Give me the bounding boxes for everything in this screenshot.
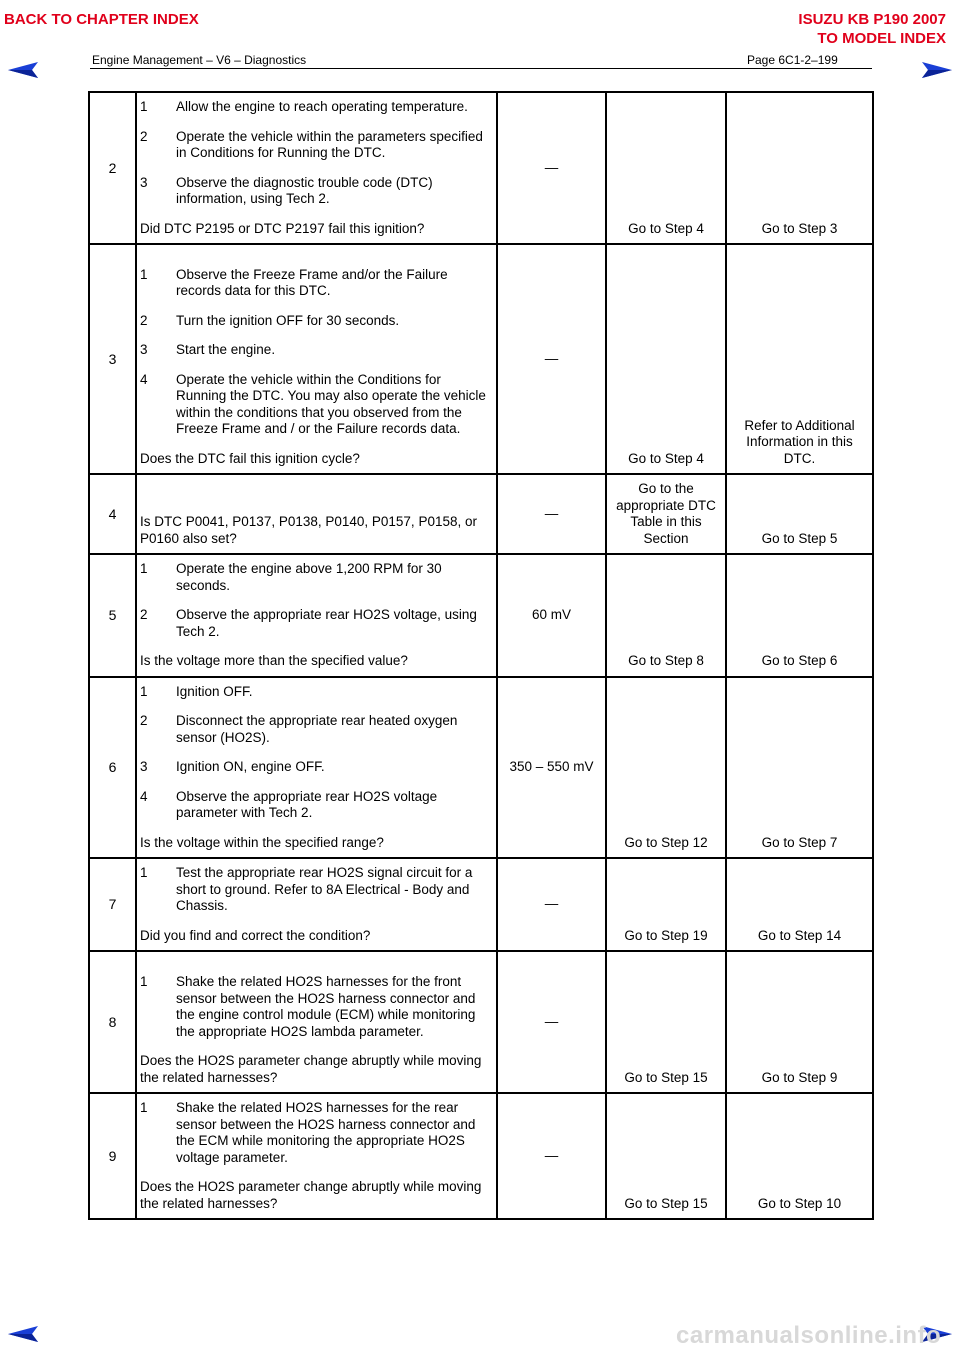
step-number: 5 bbox=[89, 554, 136, 677]
action-item-number: 3 bbox=[140, 174, 148, 190]
step-question: Is the voltage within the specified range? bbox=[140, 834, 384, 850]
action-cell bbox=[136, 244, 497, 474]
action-item-number: 4 bbox=[140, 371, 148, 387]
previous-page-arrow-icon[interactable] bbox=[6, 60, 40, 80]
next-page-arrow-icon[interactable] bbox=[920, 60, 954, 80]
yes-action-cell: Go to Step 15 bbox=[606, 1093, 726, 1219]
action-item-text: Ignition OFF. bbox=[176, 683, 253, 699]
step-question: Did DTC P2195 or DTC P2197 fail this ignition? bbox=[140, 220, 425, 236]
step-question: Is the voltage more than the specified value? bbox=[140, 653, 408, 668]
value-cell: — bbox=[497, 858, 606, 951]
value-cell: 60 mV bbox=[497, 554, 606, 677]
action-item bbox=[140, 974, 493, 1040]
action-item-number: 1 bbox=[140, 561, 148, 576]
action-item bbox=[140, 129, 493, 162]
no-action-cell: Go to Step 9 bbox=[726, 951, 873, 1093]
action-cell bbox=[136, 951, 497, 1093]
action-item-number: 1 bbox=[140, 1100, 148, 1115]
action-item-number: 1 bbox=[140, 266, 148, 282]
header-left-title: Engine Management – V6 – Diagnostics bbox=[92, 53, 307, 67]
action-item bbox=[140, 1100, 493, 1166]
action-item bbox=[140, 561, 493, 594]
step-number: 2 bbox=[89, 92, 136, 244]
no-action-cell: Go to Step 3 bbox=[726, 92, 873, 244]
model-title-link[interactable]: ISUZU KB P190 2007 bbox=[798, 11, 946, 28]
yes-action-cell: Go to Step 12 bbox=[606, 677, 726, 859]
action-item-text: Observe the Freeze Frame and/or the Failure records data for this DTC. bbox=[176, 266, 448, 298]
value-cell: — bbox=[497, 244, 606, 474]
action-item bbox=[140, 713, 493, 746]
action-cell bbox=[136, 474, 497, 554]
step-number: 7 bbox=[89, 858, 136, 951]
action-cell bbox=[136, 1093, 497, 1219]
yes-action-cell: Go to Step 4 bbox=[606, 92, 726, 244]
step-number: 8 bbox=[89, 951, 136, 1093]
action-item-text: Shake the related HO2S harnesses for the rear sensor between the HO2S harness connector and the ECM while monitoring the appropriate HO2S voltage parameter. bbox=[176, 1100, 476, 1165]
action-cell bbox=[136, 858, 497, 951]
value-cell: — bbox=[497, 474, 606, 554]
action-item-number: 2 bbox=[140, 713, 148, 728]
value-cell: — bbox=[497, 92, 606, 244]
action-item-number: 1 bbox=[140, 865, 148, 880]
action-item-number: 2 bbox=[140, 607, 148, 622]
table-row bbox=[89, 92, 873, 244]
action-item-number: 3 bbox=[140, 342, 148, 357]
step-number: 9 bbox=[89, 1093, 136, 1219]
value-cell: — bbox=[497, 1093, 606, 1219]
table-row bbox=[89, 474, 873, 554]
action-item bbox=[140, 175, 493, 208]
action-item-text: Operate the vehicle within the Conditions for Running the DTC. You may also operate the vehicle within the conditions that you observed from the Freeze Frame and / or the Failure records data. bbox=[176, 371, 486, 436]
back-to-chapter-index-link[interactable]: BACK TO CHAPTER INDEX bbox=[4, 11, 199, 28]
step-question: Did you find and correct the condition? bbox=[140, 927, 371, 943]
action-item bbox=[140, 313, 493, 330]
action-item-number: 4 bbox=[140, 788, 148, 804]
action-item bbox=[140, 684, 493, 701]
step-question: Does the HO2S parameter change abruptly while moving the related harnesses? bbox=[140, 1179, 482, 1211]
action-item-number: 2 bbox=[140, 312, 148, 328]
header-rule bbox=[90, 68, 872, 69]
action-item-text: Observe the appropriate rear HO2S voltage, using Tech 2. bbox=[176, 607, 477, 639]
action-item bbox=[140, 99, 493, 116]
action-item-number: 1 bbox=[140, 683, 148, 699]
table-row bbox=[89, 858, 873, 951]
action-item-number: 1 bbox=[140, 974, 148, 989]
no-action-cell: Go to Step 14 bbox=[726, 858, 873, 951]
step-number: 3 bbox=[89, 244, 136, 474]
action-item-text: Disconnect the appropriate rear heated oxygen sensor (HO2S). bbox=[176, 713, 458, 745]
yes-action-cell: Go to Step 8 bbox=[606, 554, 726, 677]
no-action-cell: Refer to Additional Information in this DTC. bbox=[726, 244, 873, 474]
action-item-text: Turn the ignition OFF for 30 seconds. bbox=[176, 312, 400, 328]
action-item-text: Operate the engine above 1,200 RPM for 30 seconds. bbox=[176, 561, 442, 593]
step-number: 4 bbox=[89, 474, 136, 554]
to-model-index-link[interactable]: TO MODEL INDEX bbox=[817, 30, 946, 47]
action-item bbox=[140, 342, 493, 359]
action-item bbox=[140, 789, 493, 822]
no-action-cell: Go to Step 7 bbox=[726, 677, 873, 859]
header-page-number: Page 6C1-2–199 bbox=[747, 53, 838, 67]
table-row bbox=[89, 677, 873, 859]
action-item-text: Observe the diagnostic trouble code (DTC) information, using Tech 2. bbox=[176, 174, 433, 206]
yes-action-cell: Go to Step 15 bbox=[606, 951, 726, 1093]
action-item-number: 3 bbox=[140, 759, 148, 774]
action-cell bbox=[136, 677, 497, 859]
table-row bbox=[89, 1093, 873, 1219]
previous-page-arrow-icon-bottom[interactable] bbox=[6, 1324, 40, 1344]
step-number: 6 bbox=[89, 677, 136, 859]
no-action-cell: Go to Step 5 bbox=[726, 474, 873, 554]
step-question: Does the HO2S parameter change abruptly while moving the related harnesses? bbox=[140, 1053, 482, 1085]
yes-action-cell: Go to Step 19 bbox=[606, 858, 726, 951]
value-cell: 350 – 550 mV bbox=[497, 677, 606, 859]
table-row bbox=[89, 554, 873, 677]
action-item-text: Shake the related HO2S harnesses for the front sensor between the HO2S harness connector and the engine control module (ECM) while monitoring the appropriate HO2S lambda parameter. bbox=[176, 974, 476, 1039]
action-item bbox=[140, 607, 493, 640]
action-item-text: Operate the vehicle within the parameters specified in Conditions for Running the DTC. bbox=[176, 128, 483, 160]
yes-action-cell: Go to Step 4 bbox=[606, 244, 726, 474]
diagnostic-table bbox=[88, 91, 874, 1220]
action-item-text: Ignition ON, engine OFF. bbox=[176, 759, 325, 774]
action-cell bbox=[136, 554, 497, 677]
action-item-text: Start the engine. bbox=[176, 342, 276, 357]
action-item bbox=[140, 759, 493, 776]
step-question: Does the DTC fail this ignition cycle? bbox=[140, 450, 360, 466]
action-item-number: 2 bbox=[140, 128, 148, 144]
table-row bbox=[89, 244, 873, 474]
action-item-text: Test the appropriate rear HO2S signal circuit for a short to ground. Refer to 8A Electrical - Body and Chassis. bbox=[176, 865, 473, 913]
action-item bbox=[140, 372, 493, 438]
action-item-text: Observe the appropriate rear HO2S voltage parameter with Tech 2. bbox=[176, 788, 438, 820]
action-item-number: 1 bbox=[140, 99, 148, 114]
action-item bbox=[140, 267, 493, 300]
action-item-text: Allow the engine to reach operating temperature. bbox=[176, 99, 468, 114]
step-question: Is DTC P0041, P0137, P0138, P0140, P0157, P0158, or P0160 also set? bbox=[140, 514, 477, 546]
no-action-cell: Go to Step 10 bbox=[726, 1093, 873, 1219]
watermark: carmanualsonline.info bbox=[676, 1322, 942, 1349]
action-item bbox=[140, 865, 493, 915]
no-action-cell: Go to Step 6 bbox=[726, 554, 873, 677]
yes-action-cell: Go to the appropriate DTC Table in this Section bbox=[606, 474, 726, 554]
value-cell: — bbox=[497, 951, 606, 1093]
table-row bbox=[89, 951, 873, 1093]
action-cell bbox=[136, 92, 497, 244]
